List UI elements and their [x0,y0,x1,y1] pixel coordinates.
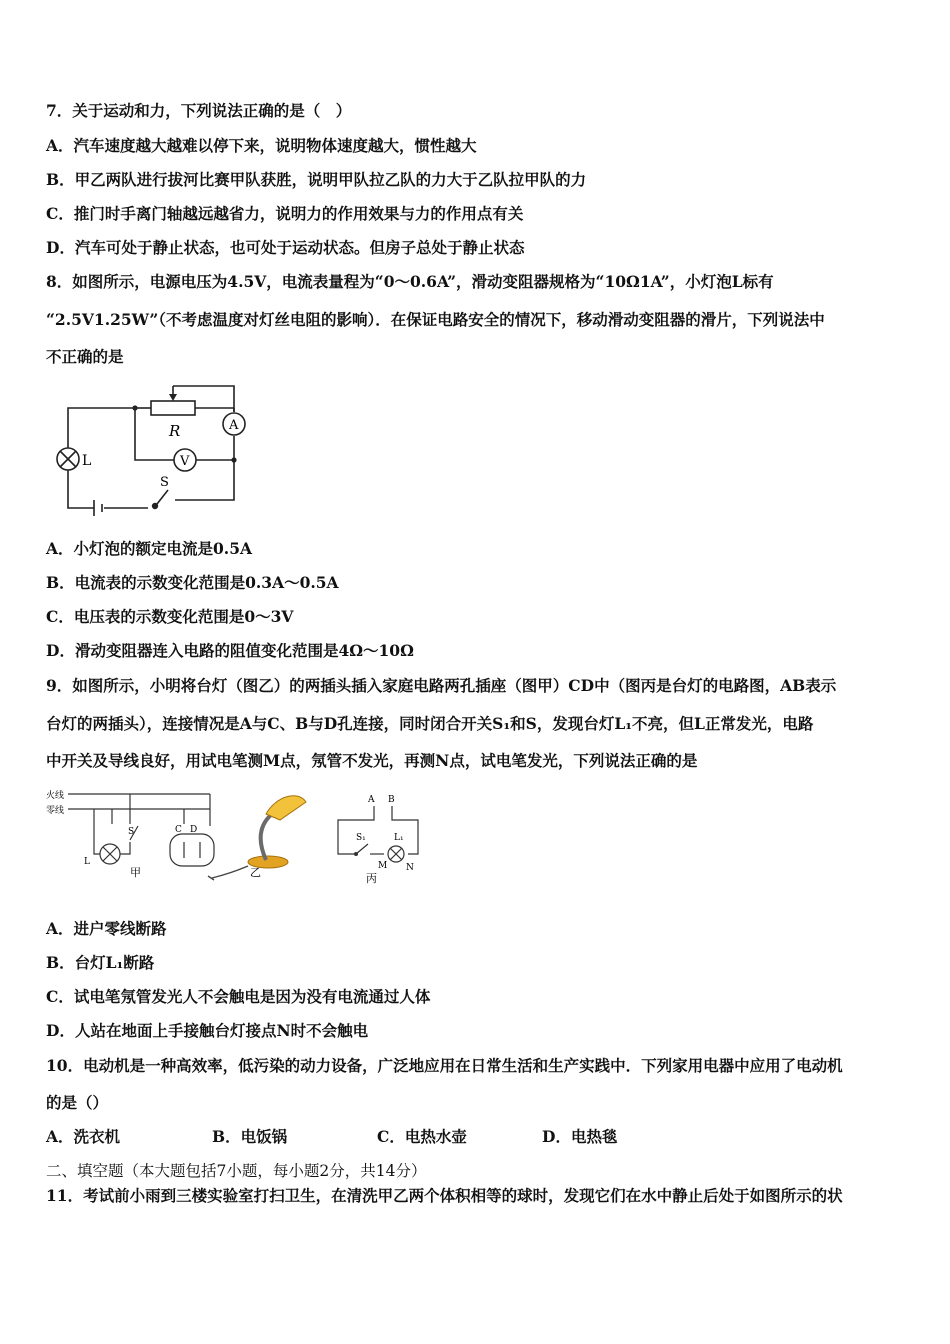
q8-option-b: B．电流表的示数变化范围是0.3A～0.5A [46,573,339,592]
fig-yi-caption: 乙 [250,866,261,879]
fig-jia-caption: 甲 [130,866,141,879]
q7-option-c: C．推门时手离门轴越远越省力，说明力的作用效果与力的作用点有关 [46,204,524,223]
switch-label: S [160,475,169,490]
fig-bing-caption: 丙 [366,872,377,885]
neutral-wire-label: 零线 [46,806,65,816]
fig-jia-S-label: S [128,827,135,837]
q7-stem: 7．关于运动和力，下列说法正确的是（ ） [46,101,352,120]
lamp-label: L [82,453,92,469]
fig-bing-B-label: B [388,795,395,805]
fig-jia-L-label: L [84,857,90,867]
q9-figures [44,784,444,892]
q7-option-a: A．汽车速度越大越难以停下来，说明物体速度越大，惯性越大 [46,136,477,155]
fig-bing-M-label: M [378,861,388,871]
q8-option-c: C．电压表的示数变化范围是0～3V [46,607,294,626]
fig-jia-C-label: C [175,825,182,835]
live-wire-label: 火线 [46,791,65,801]
q8-stem-line-3: 不正确的是 [46,347,124,366]
q8-circuit-figure [44,378,254,526]
fig-bing-L1-label: L₁ [394,833,404,843]
voltmeter-label: V [180,454,190,469]
q8-option-d: D．滑动变阻器连入电路的阻值变化范围是4Ω～10Ω [46,641,414,660]
q10-stem-line-2: 的是（） [46,1093,109,1112]
fig-bing-S1-label: S₁ [356,833,366,843]
section-heading: 二、填空题（本大题包括7小题，每小题2分，共14分） [46,1162,427,1180]
q8-option-a: A．小灯泡的额定电流是0.5A [46,539,253,558]
q9-stem-line-3: 中开关及导线良好，用试电笔测M点，氖管不发光，再测N点，试电笔发光，下列说法正确的是 [46,751,698,770]
fig-jia-D-label: D [190,825,198,835]
q7-option-d: D．汽车可处于静止状态，也可处于运动状态。但房子总处于静止状态 [46,238,525,257]
q7-option-b: B．甲乙两队进行拔河比赛甲队获胜，说明甲队拉乙队的力大于乙队拉甲队的力 [46,170,587,189]
fig-bing-A-label: A [368,795,375,805]
q10-stem-line-1: 10．电动机是一种高效率，低污染的动力设备，广泛地应用在日常生活和生产实践中．下列家用电器中应用了电动机 [46,1056,843,1075]
q10-option-d: D．电热毯 [542,1127,618,1146]
fig-bing-N-label: N [406,863,414,873]
q10-option-b: B．电饭锅 [212,1127,288,1146]
ammeter-label: A [229,418,239,433]
q8-stem-line-2: “2.5V1.25W”（不考虑温度对灯丝电阻的影响）．在保证电路安全的情况下，移动滑动变阻器的滑片，下列说法中 [46,310,825,329]
q9-option-d: D．人站在地面上手接触台灯接点N时不会触电 [46,1021,369,1040]
q9-option-b: B．台灯L₁断路 [46,953,155,972]
q11-stem: 11．考试前小雨到三楼实验室打扫卫生，在清洗甲乙两个体积相等的球时，发现它们在水中静止后处于如图所示的状 [46,1186,843,1205]
q8-stem-line-1: 8．如图所示，电源电压为4.5V，电流表量程为“0～0.6A”，滑动变阻器规格为“10Ω1A”，小灯泡L标有 [46,272,774,291]
q9-option-c: C．试电笔氖管发光人不会触电是因为没有电流通过人体 [46,987,431,1006]
q9-option-a: A．进户零线断路 [46,919,167,938]
q10-option-c: C．电热水壶 [377,1127,467,1146]
q10-option-a: A．洗衣机 [46,1127,121,1146]
q9-stem-line-1: 9．如图所示，小明将台灯（图乙）的两插头插入家庭电路两孔插座（图甲）CD中（图丙是台灯的电路图，AB表示 [46,676,837,695]
rheostat-label: R [169,422,181,440]
q9-stem-line-2: 台灯的两插头），连接情况是A与C、B与D孔连接，同时闭合开关S₁和S，发现台灯L₁不亮，但L正常发光，电路 [46,714,814,733]
